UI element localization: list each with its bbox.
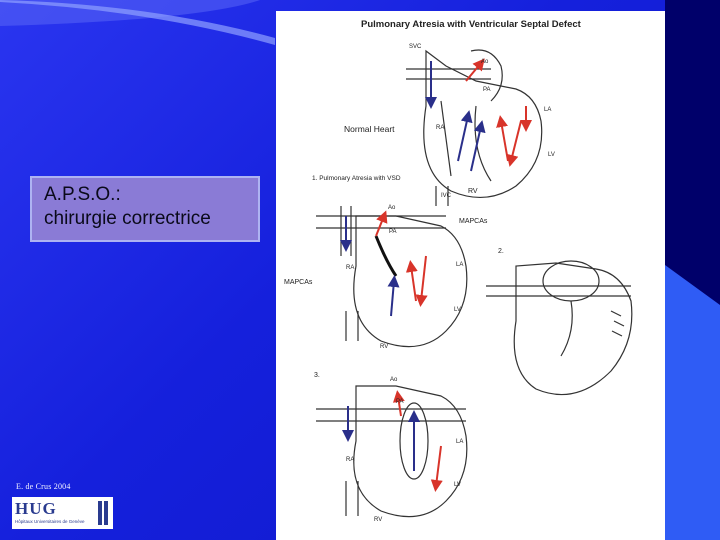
pa-vsd-heart-outline — [354, 216, 467, 347]
hug-logo-word: HUG — [15, 499, 57, 518]
label-la-3: LA — [456, 439, 464, 445]
label-mapcas-left: MAPCAs — [284, 279, 313, 286]
label-rv-3: RV — [374, 517, 383, 523]
pa-vsd-red-arrow-2 — [421, 256, 426, 301]
label-svc: SVC — [409, 44, 422, 50]
label-rv-1: RV — [380, 344, 389, 350]
panel-normal-heart — [406, 50, 542, 206]
slide-title-line2: chirurgie correctrice — [44, 208, 211, 229]
label-pa-0: PA — [483, 87, 491, 93]
normal-heart-vessels — [406, 69, 491, 79]
label-ao-0: Ao — [481, 59, 489, 65]
hug-logo-mark-icon — [96, 501, 110, 525]
normal-red-arrow-1 — [466, 63, 481, 81]
normal-aorta — [471, 50, 502, 101]
correction-red-arrow-2 — [436, 446, 441, 486]
unifocal-hatch — [611, 311, 624, 336]
right-blue-wedge — [665, 265, 720, 540]
heart-diagram-figure — [276, 11, 665, 540]
slide-title-box — [30, 176, 260, 242]
label-lv-1: LV — [454, 307, 461, 313]
normal-red-arrow-2 — [511, 121, 521, 161]
label-pa-1: PA — [389, 229, 397, 235]
label-pa-3: PA — [396, 399, 404, 405]
unifocal-conduit — [561, 301, 572, 356]
label-ao-1: Ao — [388, 205, 396, 211]
label-ao-3: Ao — [390, 377, 398, 383]
correction-vessels — [316, 409, 466, 421]
pa-vsd-ivc — [346, 311, 358, 341]
panel2-heading: 2. — [498, 248, 504, 255]
label-lv-3: LV — [454, 482, 461, 488]
normal-blue-arrow-2 — [458, 116, 468, 161]
pa-vsd-red-arrow-3 — [411, 266, 416, 301]
label-ra-0: RA — [436, 125, 445, 131]
hug-logo — [12, 497, 113, 529]
unifocal-pa-confluence — [543, 261, 599, 301]
label-lv-0: LV — [548, 152, 555, 158]
correction-heart-outline — [354, 386, 467, 517]
pa-vsd-atretic-pa — [376, 236, 396, 276]
right-decoration — [665, 0, 720, 540]
unifocal-vessels — [486, 286, 631, 296]
normal-red-arrow-3 — [501, 121, 508, 161]
pa-vsd-blue-arrow-2 — [391, 281, 394, 316]
label-rv-0: RV — [468, 188, 478, 195]
label-la-1: LA — [456, 262, 464, 268]
slide-title-line1: A.P.S.O.: — [44, 184, 121, 205]
panel3-heading: 3. — [314, 372, 320, 379]
hug-logo-subtitle: Hôpitaux Universitaires de Genève — [15, 519, 85, 524]
label-la-0: LA — [544, 107, 552, 113]
label-ra-3: RA — [346, 457, 355, 463]
label-mapcas-right: MAPCAs — [459, 218, 488, 225]
author-credit: E. de Crus 2004 — [16, 482, 71, 491]
panel-pa-vsd — [316, 206, 467, 347]
panel-correction — [316, 386, 467, 517]
figure-title: Pulmonary Atresia with Ventricular Septal Defect — [361, 19, 581, 30]
normal-blue-arrow-3 — [471, 126, 481, 171]
panel-unifocalisation — [486, 261, 632, 395]
panel1-heading: 1. Pulmonary Atresia with VSD — [312, 175, 401, 182]
unifocal-heart-outline — [514, 263, 632, 395]
pa-vsd-red-arrow-1 — [376, 216, 384, 236]
panel0-heading: Normal Heart — [344, 124, 395, 134]
label-ra-1: RA — [346, 265, 355, 271]
label-ivc: IVC — [441, 193, 452, 199]
correction-ivc — [346, 481, 358, 516]
normal-septum — [441, 101, 491, 181]
